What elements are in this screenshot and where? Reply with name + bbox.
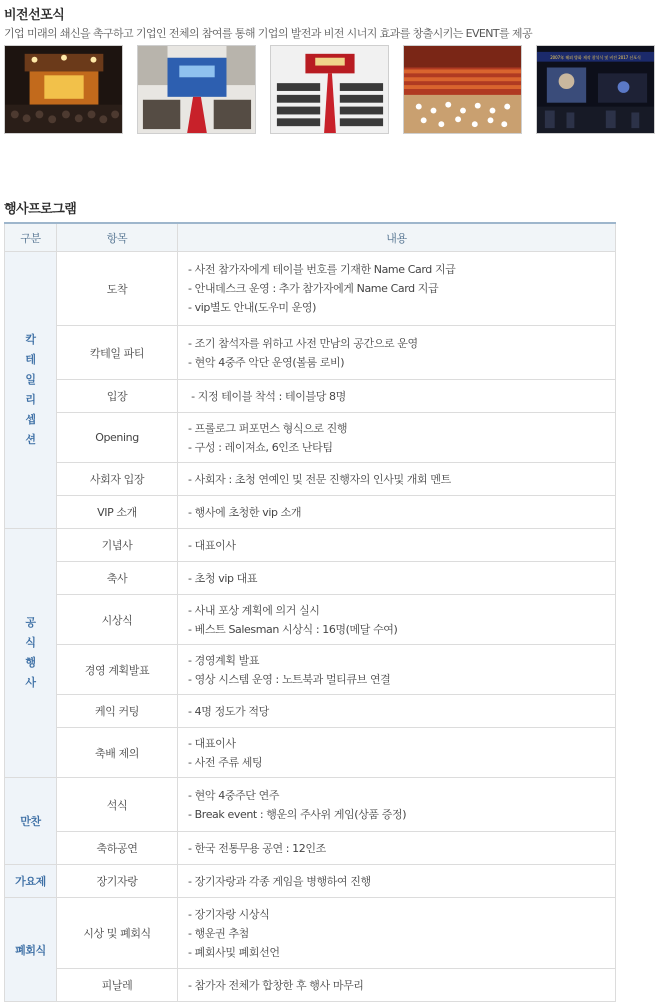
content-line: - 참가자 전체가 합창한 후 행사 마무리 [188, 978, 364, 992]
item-cell: 장기자랑 [57, 865, 178, 898]
content-line: - 프롤로그 퍼포먼스 형식으로 진행 [188, 421, 348, 435]
content-line: - 행운권 추첨 [188, 926, 249, 940]
program-title: 행사프로그램 [4, 202, 77, 217]
item-cell: 칵테일 파티 [57, 326, 178, 380]
content-line: - 초청 vip 대표 [188, 571, 258, 585]
content-line: - 폐회사및 폐회선언 [188, 945, 280, 959]
outdoor-ceremony-photo [137, 45, 256, 134]
content-line: - 장기자랑 시상식 [188, 907, 270, 921]
content-line: - 사전 참가자에게 테이블 번호를 기재한 Name Card 지급 [188, 263, 456, 276]
content-line: - 베스트 Salesman 시상식 : 16명(메달 수여) [188, 622, 398, 636]
table-row [5, 898, 616, 969]
item-cell: 피날레 [57, 969, 178, 1002]
content-cell [178, 865, 616, 898]
category-label: 만찬 [20, 815, 41, 828]
category-cell [5, 252, 57, 529]
content-cell [178, 969, 616, 1002]
content-line: - 행사에 초청한 vip 소개 [188, 505, 302, 519]
content-cell [178, 832, 616, 865]
item-cell: 기념사 [57, 529, 178, 562]
content-line: - 대표이사 [188, 538, 236, 552]
table-row [5, 645, 616, 695]
table-row [5, 778, 616, 832]
content-cell [178, 645, 616, 695]
item-cell: 축하공연 [57, 832, 178, 865]
content-cell [178, 463, 616, 496]
table-row [5, 529, 616, 562]
screen-stage-photo [536, 45, 655, 134]
table-row [5, 562, 616, 595]
table-row [5, 326, 616, 380]
content-cell [178, 728, 616, 778]
stadium-audience-photo [403, 45, 522, 134]
table-row [5, 969, 616, 1002]
item-cell: 석식 [57, 778, 178, 832]
vision-title: 비전선포식 [4, 8, 65, 23]
content-line: - 장기자랑과 각종 게임을 병행하여 진행 [188, 874, 371, 888]
content-cell [178, 778, 616, 832]
item-cell: 케익 커팅 [57, 695, 178, 728]
category-cell [5, 898, 57, 1002]
table-row [5, 496, 616, 529]
header-category: 구분 [5, 223, 57, 252]
content-line: - 안내데스크 운영 : 추가 참가자에게 Name Card 지급 [188, 282, 439, 295]
table-header-row [5, 223, 616, 252]
table-row [5, 252, 616, 326]
item-cell: 사회자 입장 [57, 463, 178, 496]
content-line: - 대표이사 [188, 736, 236, 750]
vision-description: 기업 미래의 쇄신을 촉구하고 기업인 전체의 참여를 통해 기업의 발전과 비전 시너지 효과를 창출시키는 EVENT를 제공 [4, 27, 532, 40]
content-line: - 사내 포상 계획에 의거 실시 [188, 603, 320, 617]
header-content: 내용 [178, 223, 616, 252]
category-label: 가요제 [15, 875, 46, 888]
category-cell [5, 529, 57, 778]
content-line: - 구성 : 레이져쇼, 6인조 난타팀 [188, 440, 333, 454]
table-row [5, 865, 616, 898]
item-cell: 도착 [57, 252, 178, 326]
content-cell [178, 595, 616, 645]
screen-caption: 2007年 해외 방화 제작 참석식 및 비전 2017 선포식 [550, 55, 641, 61]
item-cell: 시상 및 폐회식 [57, 898, 178, 969]
item-cell: 경영 계획발표 [57, 645, 178, 695]
program-table-body [5, 252, 616, 1002]
content-line: - 한국 전통무용 공연 : 12인조 [188, 841, 326, 855]
content-cell [178, 898, 616, 969]
table-row [5, 728, 616, 778]
content-cell [178, 252, 616, 326]
content-line: - 현악 4중주 악단 운영(볼룸 로비) [188, 355, 345, 369]
content-line: - 현악 4중주단 연주 [188, 788, 280, 802]
item-cell: 축사 [57, 562, 178, 595]
content-line: - 사전 주류 세팅 [188, 755, 263, 769]
category-label: 공식행사 [25, 616, 36, 689]
table-row [5, 413, 616, 463]
content-line: - 영상 시스템 운영 : 노트북과 멀티큐브 연결 [188, 672, 391, 686]
hall-seating-photo [270, 45, 389, 134]
content-line: - vip별도 안내(도우미 운영) [188, 301, 317, 314]
program-table [4, 222, 616, 1002]
category-label: 폐회식 [15, 943, 46, 957]
content-line: - 4명 정도가 적당 [188, 704, 269, 718]
content-line: - 지정 테이블 착석 : 테이블당 8명 [188, 389, 346, 403]
header-item: 항목 [57, 223, 178, 252]
item-cell: 시상식 [57, 595, 178, 645]
table-row [5, 832, 616, 865]
content-cell [178, 326, 616, 380]
item-cell: Opening [57, 413, 178, 463]
category-cell [5, 778, 57, 865]
stage-event-photo [4, 45, 123, 134]
table-row [5, 695, 616, 728]
item-cell: 축배 제의 [57, 728, 178, 778]
content-line: - 경영계획 발표 [188, 653, 260, 667]
content-cell [178, 496, 616, 529]
table-row [5, 380, 616, 413]
table-row [5, 463, 616, 496]
item-cell: 입장 [57, 380, 178, 413]
category-label: 칵테일리셉션 [25, 333, 36, 446]
content-cell [178, 695, 616, 728]
content-line: - 조기 참석자를 위하고 사전 만남의 공간으로 운영 [188, 336, 418, 350]
content-line: - 사회자 : 초청 연예인 및 전문 진행자의 인사및 개회 멘트 [188, 472, 451, 486]
photo-gallery [4, 45, 654, 135]
content-cell [178, 413, 616, 463]
content-cell [178, 529, 616, 562]
content-cell [178, 562, 616, 595]
content-cell [178, 380, 616, 413]
content-line: - Break event : 행운의 주사위 게임(상품 증정) [188, 807, 407, 821]
item-cell: VIP 소개 [57, 496, 178, 529]
category-cell [5, 865, 57, 898]
table-row [5, 595, 616, 645]
